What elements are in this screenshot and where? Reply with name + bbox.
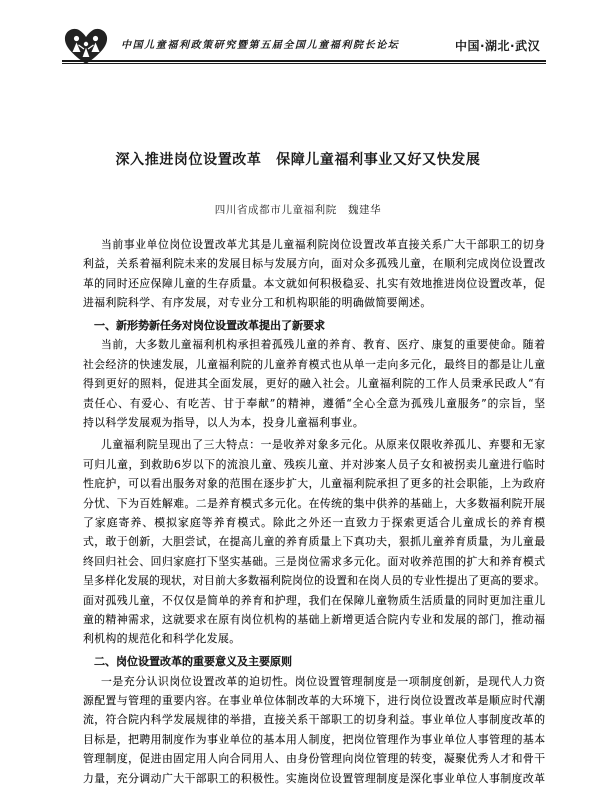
text-line: 分忧、下为百姓解难。二是养育模式多元化。在传统的集中供养的基础上，大多数福利院开展 [83,496,545,510]
paragraph [83,672,545,788]
text-line: 社会经济的快速发展，儿童福利院的儿童养育模式也从单一走向多元化，最终目的都是让儿童 [83,357,545,371]
text-line: 了家庭寄养、模拟家庭等养育模式。除此之外还一直致力于探索更适合儿童成长的养育模 [83,515,545,529]
text-line: 呈多样化发展的现状，对目前大多数福利院岗位的设置和在岗人员的专业性提出了更高的要求。 [83,574,545,588]
header-rule [62,60,546,64]
article-body [83,235,545,788]
text-line: 进福利院科学、有序发展，对专业分工和机构职能的明确做简要阐述。 [83,296,432,310]
text-line: 儿童福利院呈现出了三大特点：一是收养对象多元化。从原来仅限收养孤儿、弃婴和无家 [101,438,545,452]
text-line: 责任心、有爱心、有吃苦、甘于奉献”的精神，遵循“全心全意为孤残儿童服务”的宗旨，坚 [83,396,545,410]
author-affiliation: 四川省成都市儿童福利院 魏建华 [214,204,382,216]
text-line: 当前事业单位岗位设置改革尤其是儿童福利院岗位设置改革直接关系广大干部职工的切身 [101,238,545,251]
text-line: 利机构的规范化和科学化发展。 [83,632,241,646]
text-line: 当前，大多数儿童福利机构承担着孤残儿童的养育、教育、医疗、康复的重要使命。随着 [101,338,545,352]
text-line: 革的同时还应保障儿童的生存质量。本文就如何积极稳妥、扎实有效地推进岗位设置改革，促 [83,276,545,290]
text-line: 目标是，把聘用制度作为事业单位的基本用人制度，把岗位管理作为事业单位人事管理的基本 [83,732,545,746]
text-line: 流，符合院内科学发展规律的举措，直接关系干部职工的切身利益。事业单位人事制度改革的 [83,713,545,727]
text-line: 面对孤残儿童，不仅仅是简单的养育和护理，我们在保障儿童物质生活质量的同时更加注重儿 [83,593,545,607]
text-line: 利益，关系着福利院未来的发展目标与发展方向，面对众多孤残儿童，在顺利完成岗位设置改 [83,257,545,271]
text-line: 源配置与管理的重要内容。在事业单位体制改革的大环境下，进行岗位设置改革是顺应时代潮 [83,693,545,707]
text-line: 持以科学发展观为指导，以人为本，投身儿童福利事业。 [83,416,365,430]
text-line: 管理制度，促进由固定用人向合同用人、由身份管理向岗位管理的转变，凝聚优秀人才和骨干 [83,752,545,766]
text-line: 终回归社会、回归家庭打下坚实基础。三是岗位需求多元化。面对收养范围的扩大和养育模式 [83,554,545,568]
text-line: 一是充分认识岗位设置改革的迫切性。岗位设置管理制度是一项制度创新，是现代人力资 [101,674,545,688]
text-line: 可归儿童，到救助6岁以下的流浪儿童、残疾儿童、并对涉案人员子女和被拐卖儿童进行临时 [83,457,545,471]
text-line: 性庇护，可以看出服务对象的范围在逐步扩大，儿童福利院承担了更多的社会职能，上为政府 [83,477,545,491]
text-line: 式，敢于创新，大胆尝试，在提高儿童的养育质量上下真功夫，狠抓儿童养育质量，为儿童最 [83,535,545,549]
paragraph [83,435,545,648]
section-heading: 一、新形势新任务对岗位设置改革提出了新要求 [94,319,325,333]
forum-title: 中国儿童福利政策研究暨第五届全国儿童福利院长论坛 [121,40,400,51]
text-line: 力量，充分调动广大干部职工的积极性。实施岗位设置管理制度是深化事业单位人事制度改革 [83,771,545,785]
text-line: 童的精神需求，这就要求在原有岗位机构的基础上新增更适合院内专业和发展的部门，推动福 [83,612,545,626]
paragraph [83,335,545,432]
text-line: 得到更好的照料，促进其全面发展，更好的融入社会。儿童福利院的工作人员秉承民政人“有 [83,377,545,391]
section-heading: 二、岗位设置改革的重要意义及主要原则 [94,655,292,669]
conference-location: 中国·湖北·武汉 [455,39,541,53]
paragraph-intro [83,235,545,313]
article-title: 深入推进岗位设置改革 保障儿童福利事业又好又快发展 [115,152,481,168]
